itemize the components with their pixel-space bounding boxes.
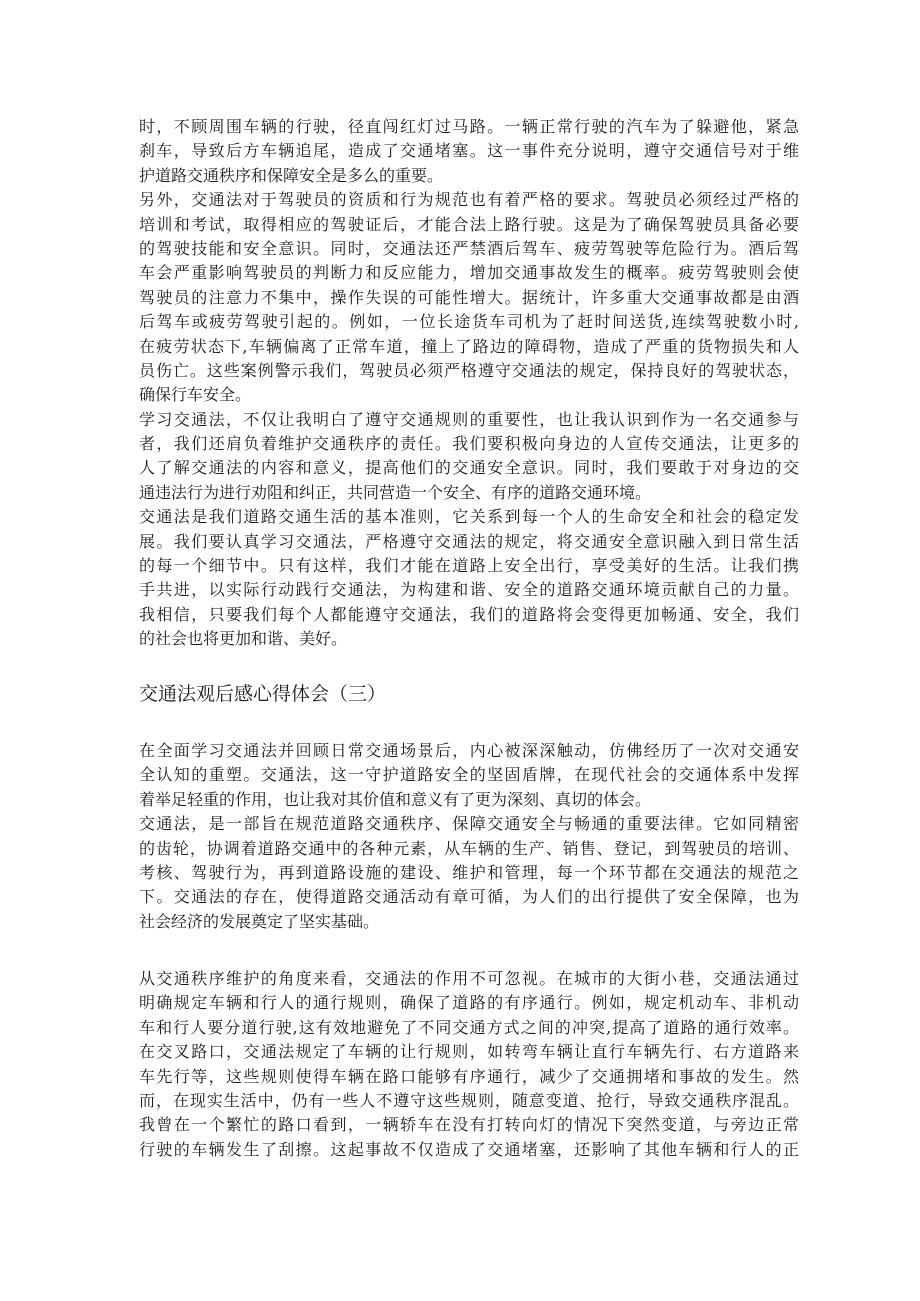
text-line: 行驶的车辆发生了刮擦。这起事故不仅造成了交通堵塞，还影响了其他车辆和行人的正 xyxy=(139,1139,799,1159)
text-section-1 xyxy=(139,115,799,652)
text-line: 交通法是我们道路交通生活的基本准则，它关系到每一个人的生命安全和社会的稳定发 xyxy=(139,507,799,527)
text-line: 人了解交通法的内容和意义，提高他们的交通安全意识。同时，我们要敢于对身边的交 xyxy=(139,458,799,478)
text-line: 的社会也将更加和谐、美好。 xyxy=(139,629,348,649)
text-line: 在全面学习交通法并回顾日常交通场景后，内心被深深触动，仿佛经历了一次对交通安 xyxy=(139,741,799,760)
paragraph xyxy=(139,739,799,812)
text-line: 我曾在一个繁忙的路口看到，一辆轿车在没有打转向灯的情况下突然变道，与旁边正常 xyxy=(139,1115,799,1135)
text-line: 后驾车或疲劳驾驶引起的。例如，一位长途货车司机为了赶时间送货,连续驾驶数小时, xyxy=(139,312,799,332)
text-line: 在交叉路口，交通法规定了车辆的让行规则，如转弯车辆让直行车辆先行、右方道路来 xyxy=(139,1042,799,1062)
text-line: 车会严重影响驾驶员的判断力和反应能力，增加交通事故发生的概率。疲劳驾驶则会使 xyxy=(139,263,799,283)
paragraph xyxy=(139,188,799,408)
text-line: 学习交通法，不仅让我明白了遵守交通规则的重要性，也让我认识到作为一名交通参与 xyxy=(139,409,799,429)
text-line: 下。交通法的存在，使得道路交通活动有章可循，为人们的出行提供了安全保障，也为 xyxy=(139,887,799,907)
paragraph xyxy=(139,408,799,506)
paragraph xyxy=(139,812,799,934)
text-line: 员伤亡。这些案例警示我们，驾驶员必须严格遵守交通法的规定，保持良好的驾驶状态， xyxy=(139,360,799,380)
text-line: 时，不顾周围车辆的行驶，径直闯红灯过马路。一辆正常行驶的汽车为了躲避他，紧急 xyxy=(139,117,799,136)
text-line: 而，在现实生活中，仍有一些人不遵守这些规则，随意变道、抢行，导致交通秩序混乱。 xyxy=(139,1090,799,1110)
text-line: 的齿轮，协调着道路交通中的各种元素，从车辆的生产、销售、登记，到驾驶员的培训、 xyxy=(139,838,799,858)
text-line: 在疲劳状态下,车辆偏离了正常车道，撞上了路边的障碍物，造成了严重的货物损失和人 xyxy=(139,336,799,356)
text-line: 的驾驶技能和安全意识。同时，交通法还严禁酒后驾车、疲劳驾驶等危险行为。酒后驾 xyxy=(139,238,799,258)
text-line: 的每一个细节中。只有这样，我们才能在道路上安全出行，享受美好的生活。让我们携 xyxy=(139,556,799,576)
text-line: 通违法行为进行劝阻和纠正，共同营造一个安全、有序的道路交通环境。 xyxy=(139,482,652,502)
text-line: 着举足轻重的作用，也让我对其价值和意义有了更为深刻、真切的体会。 xyxy=(139,789,652,809)
text-line: 全认知的重塑。交通法，这一守护道路安全的坚固盾牌，在现代社会的交通体系中发挥 xyxy=(139,765,799,785)
text-line: 者，我们还肩负着维护交通秩序的责任。我们要积极向身边的人宣传交通法，让更多的 xyxy=(139,434,799,454)
text-line: 展。我们要认真学习交通法，严格遵守交通法的规定，将交通安全意识融入到日常生活 xyxy=(139,531,799,551)
text-line: 刹车，导致后方车辆追尾，造成了交通堵塞。这一事件充分说明，遵守交通信号对于维 xyxy=(139,141,799,161)
text-line: 明确规定车辆和行人的通行规则，确保了道路的有序通行。例如，规定机动车、非机动 xyxy=(139,993,799,1013)
text-line: 社会经济的发展奠定了坚实基础。 xyxy=(139,911,380,931)
text-line: 驾驶员的注意力不集中，操作失误的可能性增大。据统计，许多重大交通事故都是由酒 xyxy=(139,287,799,307)
text-line: 培训和考试，取得相应的驾驶证后，才能合法上路行驶。这是为了确保驾驶员具备必要 xyxy=(139,214,799,234)
text-line: 交通法，是一部旨在规范道路交通秩序、保障交通安全与畅通的重要法律。它如同精密 xyxy=(139,814,799,834)
text-line: 车先行等，这些规则使得车辆在路口能够有序通行，减少了交通拥堵和事故的发生。然 xyxy=(139,1066,799,1086)
paragraph xyxy=(139,967,799,1162)
text-line: 护道路交通秩序和保障安全是多么的重要。 xyxy=(139,165,444,185)
paragraph xyxy=(139,115,799,188)
text-line: 从交通秩序维护的角度来看，交通法的作用不可忽视。在城市的大街小巷，交通法通过 xyxy=(139,969,799,988)
section-heading: 交通法观后感心得体会（三） xyxy=(139,683,387,705)
text-line: 手共进，以实际行动践行交通法，为构建和谐、安全的道路交通环境贡献自己的力量。 xyxy=(139,580,799,600)
text-line: 车和行人要分道行驶,这有效地避免了不同交通方式之间的冲突,提高了道路的通行效率。 xyxy=(139,1017,799,1037)
text-section-2 xyxy=(139,739,799,934)
paragraph xyxy=(139,505,799,651)
text-section-3 xyxy=(139,967,799,1162)
text-line: 考核、驾驶行为，再到道路设施的建设、维护和管理，每一个环节都在交通法的规范之 xyxy=(139,862,799,882)
text-line: 另外，交通法对于驾驶员的资质和行为规范也有着严格的要求。驾驶员必须经过严格的 xyxy=(139,190,799,210)
text-line: 确保行车安全。 xyxy=(139,385,252,405)
text-line: 我相信，只要我们每个人都能遵守交通法，我们的道路将会变得更加畅通、安全，我们 xyxy=(139,604,799,624)
